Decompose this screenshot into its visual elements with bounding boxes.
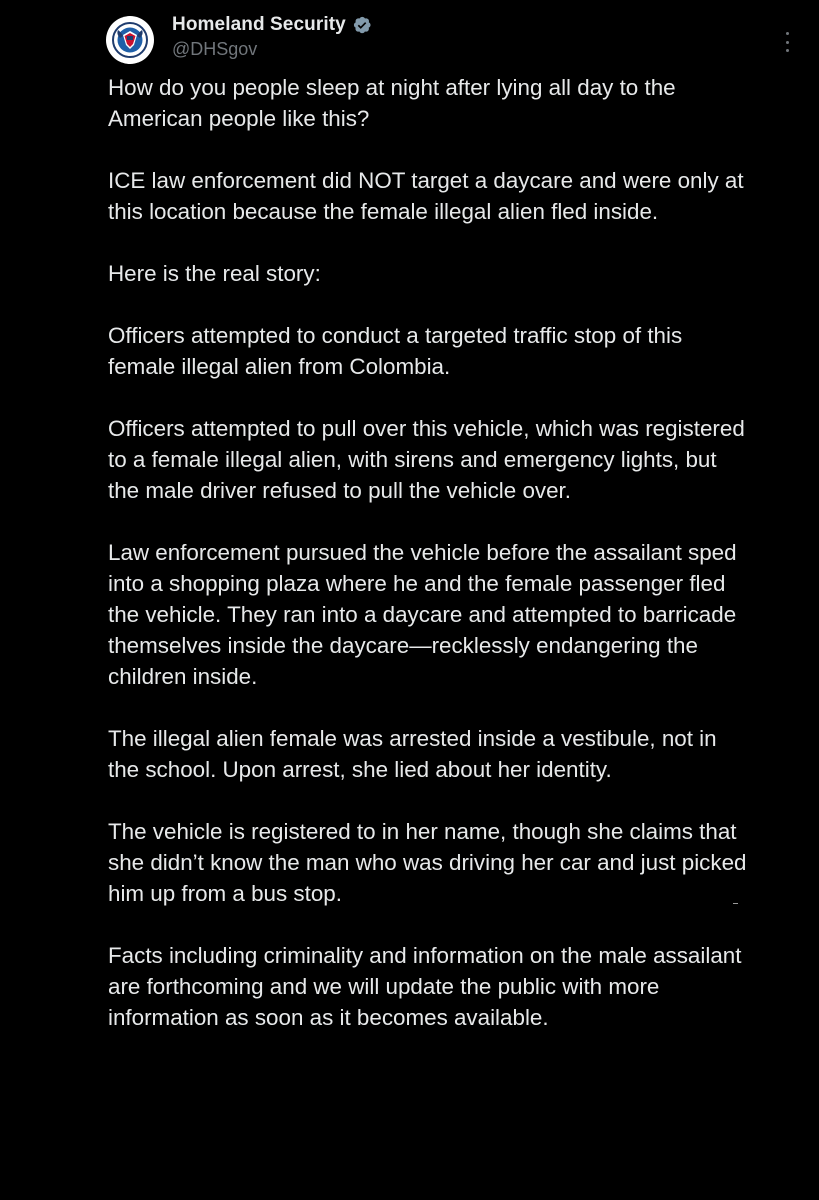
- more-dot: [786, 41, 789, 44]
- tweet-header: [106, 12, 796, 64]
- display-name-row: [172, 12, 372, 38]
- tweet-text: [108, 72, 748, 1033]
- dhs-seal-icon[interactable]: [106, 16, 154, 64]
- tweet-paragraph: The vehicle is registered to in her name, though she claims that she didn’t know the man who was driving her car and just picked him up from a bus stop.: [108, 819, 747, 906]
- more-options-icon[interactable]: [780, 30, 794, 54]
- tweet-paragraph: ICE law enforcement did NOT target a daycare and were only at this location because the female illegal alien fled inside.: [108, 168, 744, 224]
- tweet-paragraph: Law enforcement pursued the vehicle before the assailant sped into a shopping plaza where he and the female passenger fled the vehicle. They ran into a daycare and attempted to barricade themselves inside the daycare—recklessly endangering the children inside.: [108, 540, 737, 689]
- author-names: [172, 12, 372, 60]
- more-dot: [786, 32, 789, 35]
- more-dot: [786, 49, 789, 52]
- tweet-paragraph: How do you people sleep at night after lying all day to the American people like this?: [108, 75, 676, 131]
- author-handle[interactable]: @DHSgov: [172, 39, 258, 59]
- tweet-paragraph: Officers attempted to conduct a targeted traffic stop of this female illegal alien from Colombia.: [108, 323, 683, 379]
- tweet-paragraph: Here is the real story:: [108, 261, 321, 286]
- tweet-paragraph: Officers attempted to pull over this vehicle, which was registered to a female illegal alien, with sirens and emergency lights, but the male driver refused to pull the vehicle over.: [108, 416, 745, 503]
- scroll-indicator: [733, 903, 738, 904]
- tweet-paragraph: Facts including criminality and information on the male assailant are forthcoming and we will update the public with more information as soon as it becomes available.: [108, 943, 742, 1030]
- author-display-name[interactable]: Homeland Security: [172, 14, 346, 35]
- tweet-paragraph: The illegal alien female was arrested inside a vestibule, not in the school. Upon arrest, she lied about her identity.: [108, 726, 717, 782]
- verified-badge-icon[interactable]: [352, 15, 372, 35]
